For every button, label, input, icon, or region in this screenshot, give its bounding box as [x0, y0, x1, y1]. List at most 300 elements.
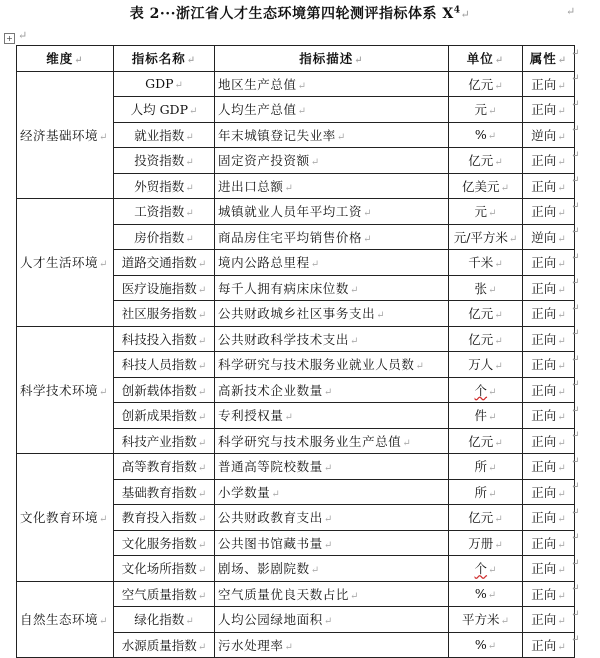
cell-mark-icon: ↵	[488, 106, 497, 118]
row-end-mark-icon: ↵	[571, 175, 580, 186]
cell-mark-icon: ↵	[310, 565, 320, 577]
cell-mark-icon: ↵	[500, 182, 509, 194]
cell-mark-icon: ↵	[557, 488, 566, 500]
indicator-desc-text: 地区生产总值	[218, 76, 297, 92]
unit-text: %	[474, 127, 487, 143]
unit-cell	[449, 224, 523, 250]
indicator-name-text: 科技产业指数	[121, 433, 197, 449]
attribute-text: 正向	[531, 382, 557, 398]
attribute-cell	[523, 352, 575, 378]
cell-mark-icon: ↵	[487, 131, 497, 143]
indicator-name-cell	[114, 326, 215, 352]
header-dimension: 维度↵	[17, 46, 114, 72]
indicator-desc-cell	[215, 71, 449, 97]
paragraph-mark-icon: ↵	[460, 8, 471, 21]
indicator-desc-cell	[215, 581, 449, 607]
cell-mark-icon: ↵	[197, 514, 207, 526]
indicator-desc-text: 固定资产投资额	[218, 153, 310, 169]
row-end-mark-icon: ↵	[571, 430, 580, 441]
unit-cell	[449, 505, 523, 531]
cell-mark-icon: ↵	[494, 80, 503, 92]
cell-mark-icon: ↵	[197, 361, 207, 373]
cell-mark-icon: ↵	[350, 284, 359, 296]
unit-cell	[449, 275, 523, 301]
attribute-cell	[523, 607, 575, 633]
unit-text: 万册	[468, 535, 494, 551]
indicator-desc-cell	[215, 250, 449, 276]
unit-text: 元/平方米	[453, 229, 508, 245]
indicator-name-text: 房价指数	[134, 229, 185, 245]
unit-cell	[449, 71, 523, 97]
row-end-mark-icon: ↵	[571, 557, 580, 569]
unit-cell	[449, 632, 523, 658]
unit-text: 亿元	[468, 306, 494, 322]
unit-cell	[449, 122, 523, 148]
indicator-desc-cell	[215, 275, 449, 301]
indicator-name-cell	[114, 530, 215, 556]
table-row	[17, 454, 575, 480]
cell-mark-icon: ↵	[99, 131, 108, 143]
indicator-desc-cell	[215, 530, 449, 556]
cell-mark-icon: ↵	[323, 514, 333, 526]
cell-mark-icon: ↵	[284, 182, 294, 194]
unit-cell	[449, 377, 523, 403]
indicator-desc-text: 专利授权量	[218, 408, 284, 424]
unit-cell	[449, 581, 523, 607]
attribute-text: 正向	[531, 637, 557, 653]
unit-text: 万人	[468, 357, 494, 373]
indicator-name-cell	[114, 275, 215, 301]
dimension-label: 自然生态环境	[20, 612, 99, 628]
attribute-text: 正向	[531, 280, 557, 296]
unit-text: 所	[474, 459, 488, 475]
attribute-text: 正向	[531, 102, 557, 118]
attribute-cell	[523, 479, 575, 505]
indicator-desc-text: 剧场、影剧院数	[218, 561, 310, 577]
indicator-desc-text: 公共财政科学技术支出	[218, 331, 350, 347]
indicator-desc-cell	[215, 454, 449, 480]
row-end-mark-icon: ↵	[571, 200, 580, 212]
indicator-name-text: 教育投入指数	[121, 510, 197, 526]
attribute-cell	[523, 530, 575, 556]
unit-cell	[449, 454, 523, 480]
cell-mark-icon: ↵	[197, 335, 207, 347]
cell-mark-icon: ↵	[557, 106, 566, 118]
cell-mark-icon: ↵	[323, 463, 333, 475]
indicator-name-text: 水源质量指数	[121, 637, 197, 653]
indicator-desc-cell	[215, 301, 449, 327]
unit-text: 亿元	[468, 331, 494, 347]
dimension-cell	[17, 71, 114, 199]
cell-mark-icon: ↵	[99, 616, 108, 628]
indicator-desc-cell	[215, 556, 449, 582]
indicator-desc-cell	[215, 479, 449, 505]
cell-mark-icon: ↵	[557, 335, 566, 347]
row-end-mark-icon: ↵	[571, 98, 580, 110]
cell-mark-icon: ↵	[557, 310, 566, 322]
cell-mark-icon: ↵	[494, 259, 503, 271]
cell-mark-icon: ↵	[557, 259, 566, 271]
caption-superscript: 4	[453, 5, 461, 16]
table-row	[17, 199, 575, 225]
unit-text: 亿元	[468, 433, 494, 449]
unit-text: 千米	[468, 255, 494, 271]
attribute-cell	[523, 326, 575, 352]
row-end-mark-icon: ↵	[571, 124, 580, 135]
unit-cell	[449, 607, 523, 633]
indicator-name-cell	[114, 505, 215, 531]
indicator-desc-cell	[215, 199, 449, 225]
indicator-name-text: 医疗设施指数	[121, 280, 197, 296]
unit-text: 平方米	[462, 612, 500, 628]
cell-mark-icon: ↵	[488, 208, 497, 220]
caption-text: 浙江省人才生态环境第四轮测评指标体系 X	[176, 6, 454, 22]
cell-mark-icon: ↵	[197, 284, 207, 296]
attribute-text: 正向	[531, 408, 557, 424]
cell-mark-icon: ↵	[557, 463, 566, 475]
indicator-name-cell	[114, 479, 215, 505]
cell-mark-icon: ↵	[197, 463, 207, 475]
row-end-mark-icon: ↵	[571, 379, 580, 390]
cell-mark-icon: ↵	[488, 412, 497, 424]
row-end-mark-icon: ↵	[571, 277, 580, 288]
indicator-name-text: 人均 GDP	[130, 102, 188, 118]
table-row	[17, 581, 575, 607]
cell-mark-icon: ↵	[557, 514, 566, 526]
row-end-mark-icon: ↵	[571, 583, 580, 594]
indicator-name-text: 创新载体指数	[121, 382, 197, 398]
indicator-name-cell	[114, 301, 215, 327]
attribute-text: 正向	[531, 612, 557, 628]
indicator-name-cell	[114, 122, 215, 148]
unit-cell	[449, 428, 523, 454]
row-end-mark-icon: ↵	[571, 251, 580, 263]
unit-text: 亿元	[468, 76, 494, 92]
indicator-name-cell	[114, 581, 215, 607]
indicator-desc-cell	[215, 326, 449, 352]
indicator-desc-cell	[215, 377, 449, 403]
cell-mark-icon: ↵	[557, 208, 566, 220]
row-end-mark-icon: ↵	[571, 532, 580, 543]
indicator-name-cell	[114, 556, 215, 582]
attribute-text: 正向	[531, 357, 557, 373]
attribute-text: 正向	[531, 586, 557, 602]
cell-mark-icon: ↵	[557, 386, 566, 398]
indicator-desc-text: 年末城镇登记失业率	[218, 127, 336, 143]
attribute-text: 正向	[531, 561, 557, 577]
unit-cell	[449, 530, 523, 556]
indicator-name-text: GDP	[145, 76, 174, 92]
cell-mark-icon: ↵	[197, 641, 207, 653]
unit-cell	[449, 403, 523, 429]
cell-mark-icon: ↵	[557, 361, 566, 373]
indicator-name-text: 空气质量指数	[121, 586, 197, 602]
attribute-cell	[523, 301, 575, 327]
indicator-name-cell	[114, 428, 215, 454]
unit-cell	[449, 199, 523, 225]
attribute-cell	[523, 428, 575, 454]
paragraph-mark-icon: ↵	[566, 5, 576, 18]
cell-mark-icon: ↵	[557, 590, 566, 602]
indicator-desc-text: 人均公园绿地面积	[218, 612, 323, 628]
indicator-name-text: 外贸指数	[134, 178, 185, 194]
cell-mark-icon: ↵	[557, 284, 566, 296]
attribute-cell	[523, 377, 575, 403]
cell-mark-icon: ↵	[376, 310, 386, 322]
cell-mark-icon: ↵	[488, 565, 497, 577]
attribute-cell	[523, 97, 575, 123]
table-header-row	[17, 46, 575, 72]
header-unit: 单位↵	[449, 46, 523, 72]
cell-mark-icon: ↵	[557, 131, 566, 143]
row-end-mark-icon: ↵	[571, 73, 580, 84]
dimension-cell	[17, 326, 114, 454]
cell-mark-icon: ↵	[174, 80, 183, 92]
attribute-cell	[523, 403, 575, 429]
caption-dots: ···	[159, 6, 176, 22]
cell-mark-icon: ↵	[557, 182, 566, 194]
indicator-desc-text: 科学研究与技术服务业生产总值	[218, 433, 402, 449]
cell-mark-icon: ↵	[508, 233, 518, 245]
indicator-name-cell	[114, 352, 215, 378]
cell-mark-icon: ↵	[402, 437, 412, 449]
cell-mark-icon: ↵	[99, 514, 108, 526]
cell-mark-icon: ↵	[487, 641, 497, 653]
attribute-cell	[523, 505, 575, 531]
indicator-desc-text: 进出口总额	[218, 178, 284, 194]
indicator-desc-text: 普通高等院校数量	[218, 459, 323, 475]
unit-cell	[449, 173, 523, 199]
indicator-name-text: 基础教育指数	[121, 484, 197, 500]
cell-mark-icon: ↵	[557, 157, 566, 169]
cell-mark-icon: ↵	[350, 590, 359, 602]
cell-mark-icon: ↵	[494, 514, 503, 526]
attribute-text: 正向	[531, 510, 557, 526]
cell-mark-icon: ↵	[197, 259, 207, 271]
dimension-cell	[17, 199, 114, 327]
attribute-cell	[523, 275, 575, 301]
attribute-text: 正向	[531, 484, 557, 500]
indicator-desc-cell	[215, 224, 449, 250]
indicator-desc-cell	[215, 607, 449, 633]
indicator-name-cell	[114, 148, 215, 174]
indicator-desc-cell	[215, 352, 449, 378]
attribute-cell	[523, 556, 575, 582]
cell-mark-icon: ↵	[557, 539, 566, 551]
cell-mark-icon: ↵	[488, 284, 497, 296]
indicator-name-cell	[114, 173, 215, 199]
attribute-cell	[523, 632, 575, 658]
indicator-name-cell	[114, 250, 215, 276]
cell-mark-icon: ↵	[197, 412, 207, 424]
paragraph-mark-icon: ↵	[18, 29, 28, 42]
row-end-mark-icon: ↵	[571, 353, 580, 365]
attribute-cell	[523, 224, 575, 250]
attribute-cell	[523, 199, 575, 225]
cell-mark-icon: ↵	[350, 335, 359, 347]
cell-mark-icon: ↵	[494, 157, 503, 169]
cell-mark-icon: ↵	[500, 616, 509, 628]
indicator-name-cell	[114, 377, 215, 403]
cell-mark-icon: ↵	[494, 310, 503, 322]
unit-text: 元	[474, 102, 488, 118]
cell-mark-icon: ↵	[557, 412, 566, 424]
indicator-desc-text: 小学数量	[218, 484, 271, 500]
indicator-desc-text: 公共财政教育支出	[218, 510, 323, 526]
cell-mark-icon: ↵	[189, 106, 198, 118]
cell-mark-icon: ↵	[185, 131, 194, 143]
attribute-cell	[523, 581, 575, 607]
indicator-desc-text: 科学研究与技术服务业就业人员数	[218, 357, 415, 373]
cell-mark-icon: ↵	[494, 335, 503, 347]
attribute-text: 正向	[531, 153, 557, 169]
unit-text: 亿元	[468, 510, 494, 526]
indicator-desc-text: 空气质量优良天数占比	[218, 586, 350, 602]
attribute-text: 逆向	[531, 127, 557, 143]
unit-cell	[449, 148, 523, 174]
unit-text: 件	[474, 408, 488, 424]
unit-cell	[449, 479, 523, 505]
cell-mark-icon: ↵	[197, 539, 207, 551]
indicator-name-text: 工资指数	[134, 204, 185, 220]
attribute-text: 正向	[531, 433, 557, 449]
indicator-desc-cell	[215, 97, 449, 123]
attribute-text: 正向	[531, 459, 557, 475]
unit-cell	[449, 250, 523, 276]
indicator-desc-cell	[215, 428, 449, 454]
attribute-text: 正向	[531, 178, 557, 194]
indicator-desc-text: 商品房住宅平均销售价格	[218, 229, 363, 245]
cell-mark-icon: ↵	[494, 437, 503, 449]
cell-mark-icon: ↵	[297, 80, 307, 92]
row-end-mark-icon: ↵	[571, 404, 580, 416]
indicator-name-text: 文化场所指数	[121, 561, 197, 577]
indicator-name-text: 道路交通指数	[121, 255, 197, 271]
indicator-table	[16, 45, 575, 658]
dimension-label: 人才生活环境	[20, 255, 99, 271]
cell-mark-icon: ↵	[557, 616, 566, 628]
attribute-text: 正向	[531, 76, 557, 92]
cell-mark-icon: ↵	[197, 590, 207, 602]
dimension-cell	[17, 581, 114, 658]
cell-mark-icon: ↵	[185, 233, 194, 245]
cell-mark-icon: ↵	[494, 361, 503, 373]
indicator-name-text: 社区服务指数	[121, 306, 197, 322]
indicator-desc-cell	[215, 122, 449, 148]
cell-mark-icon: ↵	[557, 565, 566, 577]
row-end-mark-icon: ↵	[571, 481, 580, 492]
unit-cell	[449, 326, 523, 352]
attribute-text: 正向	[531, 535, 557, 551]
attribute-cell	[523, 250, 575, 276]
cell-mark-icon: ↵	[197, 386, 207, 398]
indicator-desc-text: 公共财政城乡社区事务支出	[218, 306, 376, 322]
dimension-label: 经济基础环境	[20, 127, 99, 143]
cell-mark-icon: ↵	[557, 233, 566, 245]
cell-mark-icon: ↵	[310, 157, 320, 169]
indicator-name-cell	[114, 97, 215, 123]
cell-mark-icon: ↵	[323, 539, 333, 551]
unit-text: 张	[474, 280, 488, 296]
unit-text: 亿元	[468, 153, 494, 169]
cell-mark-icon: ↵	[197, 488, 207, 500]
unit-cell	[449, 301, 523, 327]
indicator-name-text: 就业指数	[134, 127, 185, 143]
indicator-name-cell	[114, 71, 215, 97]
cell-mark-icon: ↵	[197, 565, 207, 577]
unit-cell	[449, 352, 523, 378]
cell-mark-icon: ↵	[284, 641, 294, 653]
row-end-mark-icon: ↵	[571, 149, 580, 161]
attribute-text: 正向	[531, 331, 557, 347]
header-indicator-desc: 指标描述↵	[215, 46, 449, 72]
row-end-mark-icon: ↵	[571, 506, 580, 518]
attribute-cell	[523, 454, 575, 480]
indicator-desc-cell	[215, 173, 449, 199]
attribute-cell	[523, 122, 575, 148]
attribute-cell	[523, 148, 575, 174]
indicator-name-text: 科技人员指数	[121, 357, 197, 373]
indicator-name-cell	[114, 607, 215, 633]
indicator-name-text: 科技投入指数	[121, 331, 197, 347]
indicator-name-text: 高等教育指数	[121, 459, 197, 475]
dimension-label: 文化教育环境	[20, 510, 99, 526]
indicator-name-text: 创新成果指数	[121, 408, 197, 424]
cell-mark-icon: ↵	[310, 259, 320, 271]
indicator-name-cell	[114, 454, 215, 480]
cell-mark-icon: ↵	[415, 361, 425, 373]
indicator-name-cell	[114, 199, 215, 225]
indicator-desc-text: 城镇就业人员年平均工资	[218, 204, 363, 220]
row-end-mark-icon: ↵	[571, 608, 580, 620]
dimension-label: 科学技术环境	[20, 382, 99, 398]
header-indicator-name: 指标名称↵	[114, 46, 215, 72]
indicator-name-cell	[114, 224, 215, 250]
unit-text: 个	[474, 382, 488, 398]
cell-mark-icon: ↵	[494, 539, 503, 551]
unit-cell	[449, 97, 523, 123]
indicator-name-text: 文化服务指数	[121, 535, 197, 551]
cell-mark-icon: ↵	[488, 463, 497, 475]
cell-mark-icon: ↵	[185, 182, 194, 194]
attribute-text: 正向	[531, 204, 557, 220]
row-end-mark-icon: ↵	[571, 47, 580, 59]
indicator-desc-cell	[215, 632, 449, 658]
table-caption	[0, 3, 600, 23]
caption-prefix: 表 2	[129, 6, 160, 22]
attribute-text: 正向	[531, 306, 557, 322]
indicator-desc-text: 人均生产总值	[218, 102, 297, 118]
indicator-desc-text: 每千人拥有病床床位数	[218, 280, 350, 296]
row-end-mark-icon: ↵	[571, 226, 580, 237]
cell-mark-icon: ↵	[488, 386, 497, 398]
table-move-handle-icon[interactable]: +	[4, 33, 15, 44]
unit-text: 所	[474, 484, 488, 500]
unit-text: 个	[474, 561, 488, 577]
indicator-desc-text: 高新技术企业数量	[218, 382, 323, 398]
cell-mark-icon: ↵	[557, 80, 566, 92]
cell-mark-icon: ↵	[99, 259, 108, 271]
cell-mark-icon: ↵	[363, 233, 373, 245]
cell-mark-icon: ↵	[363, 208, 373, 220]
indicator-desc-text: 污水处理率	[218, 637, 284, 653]
cell-mark-icon: ↵	[557, 437, 566, 449]
attribute-cell	[523, 71, 575, 97]
attribute-text: 逆向	[531, 229, 557, 245]
row-end-mark-icon: ↵	[571, 328, 580, 339]
table-row	[17, 326, 575, 352]
unit-text: 亿美元	[462, 178, 500, 194]
